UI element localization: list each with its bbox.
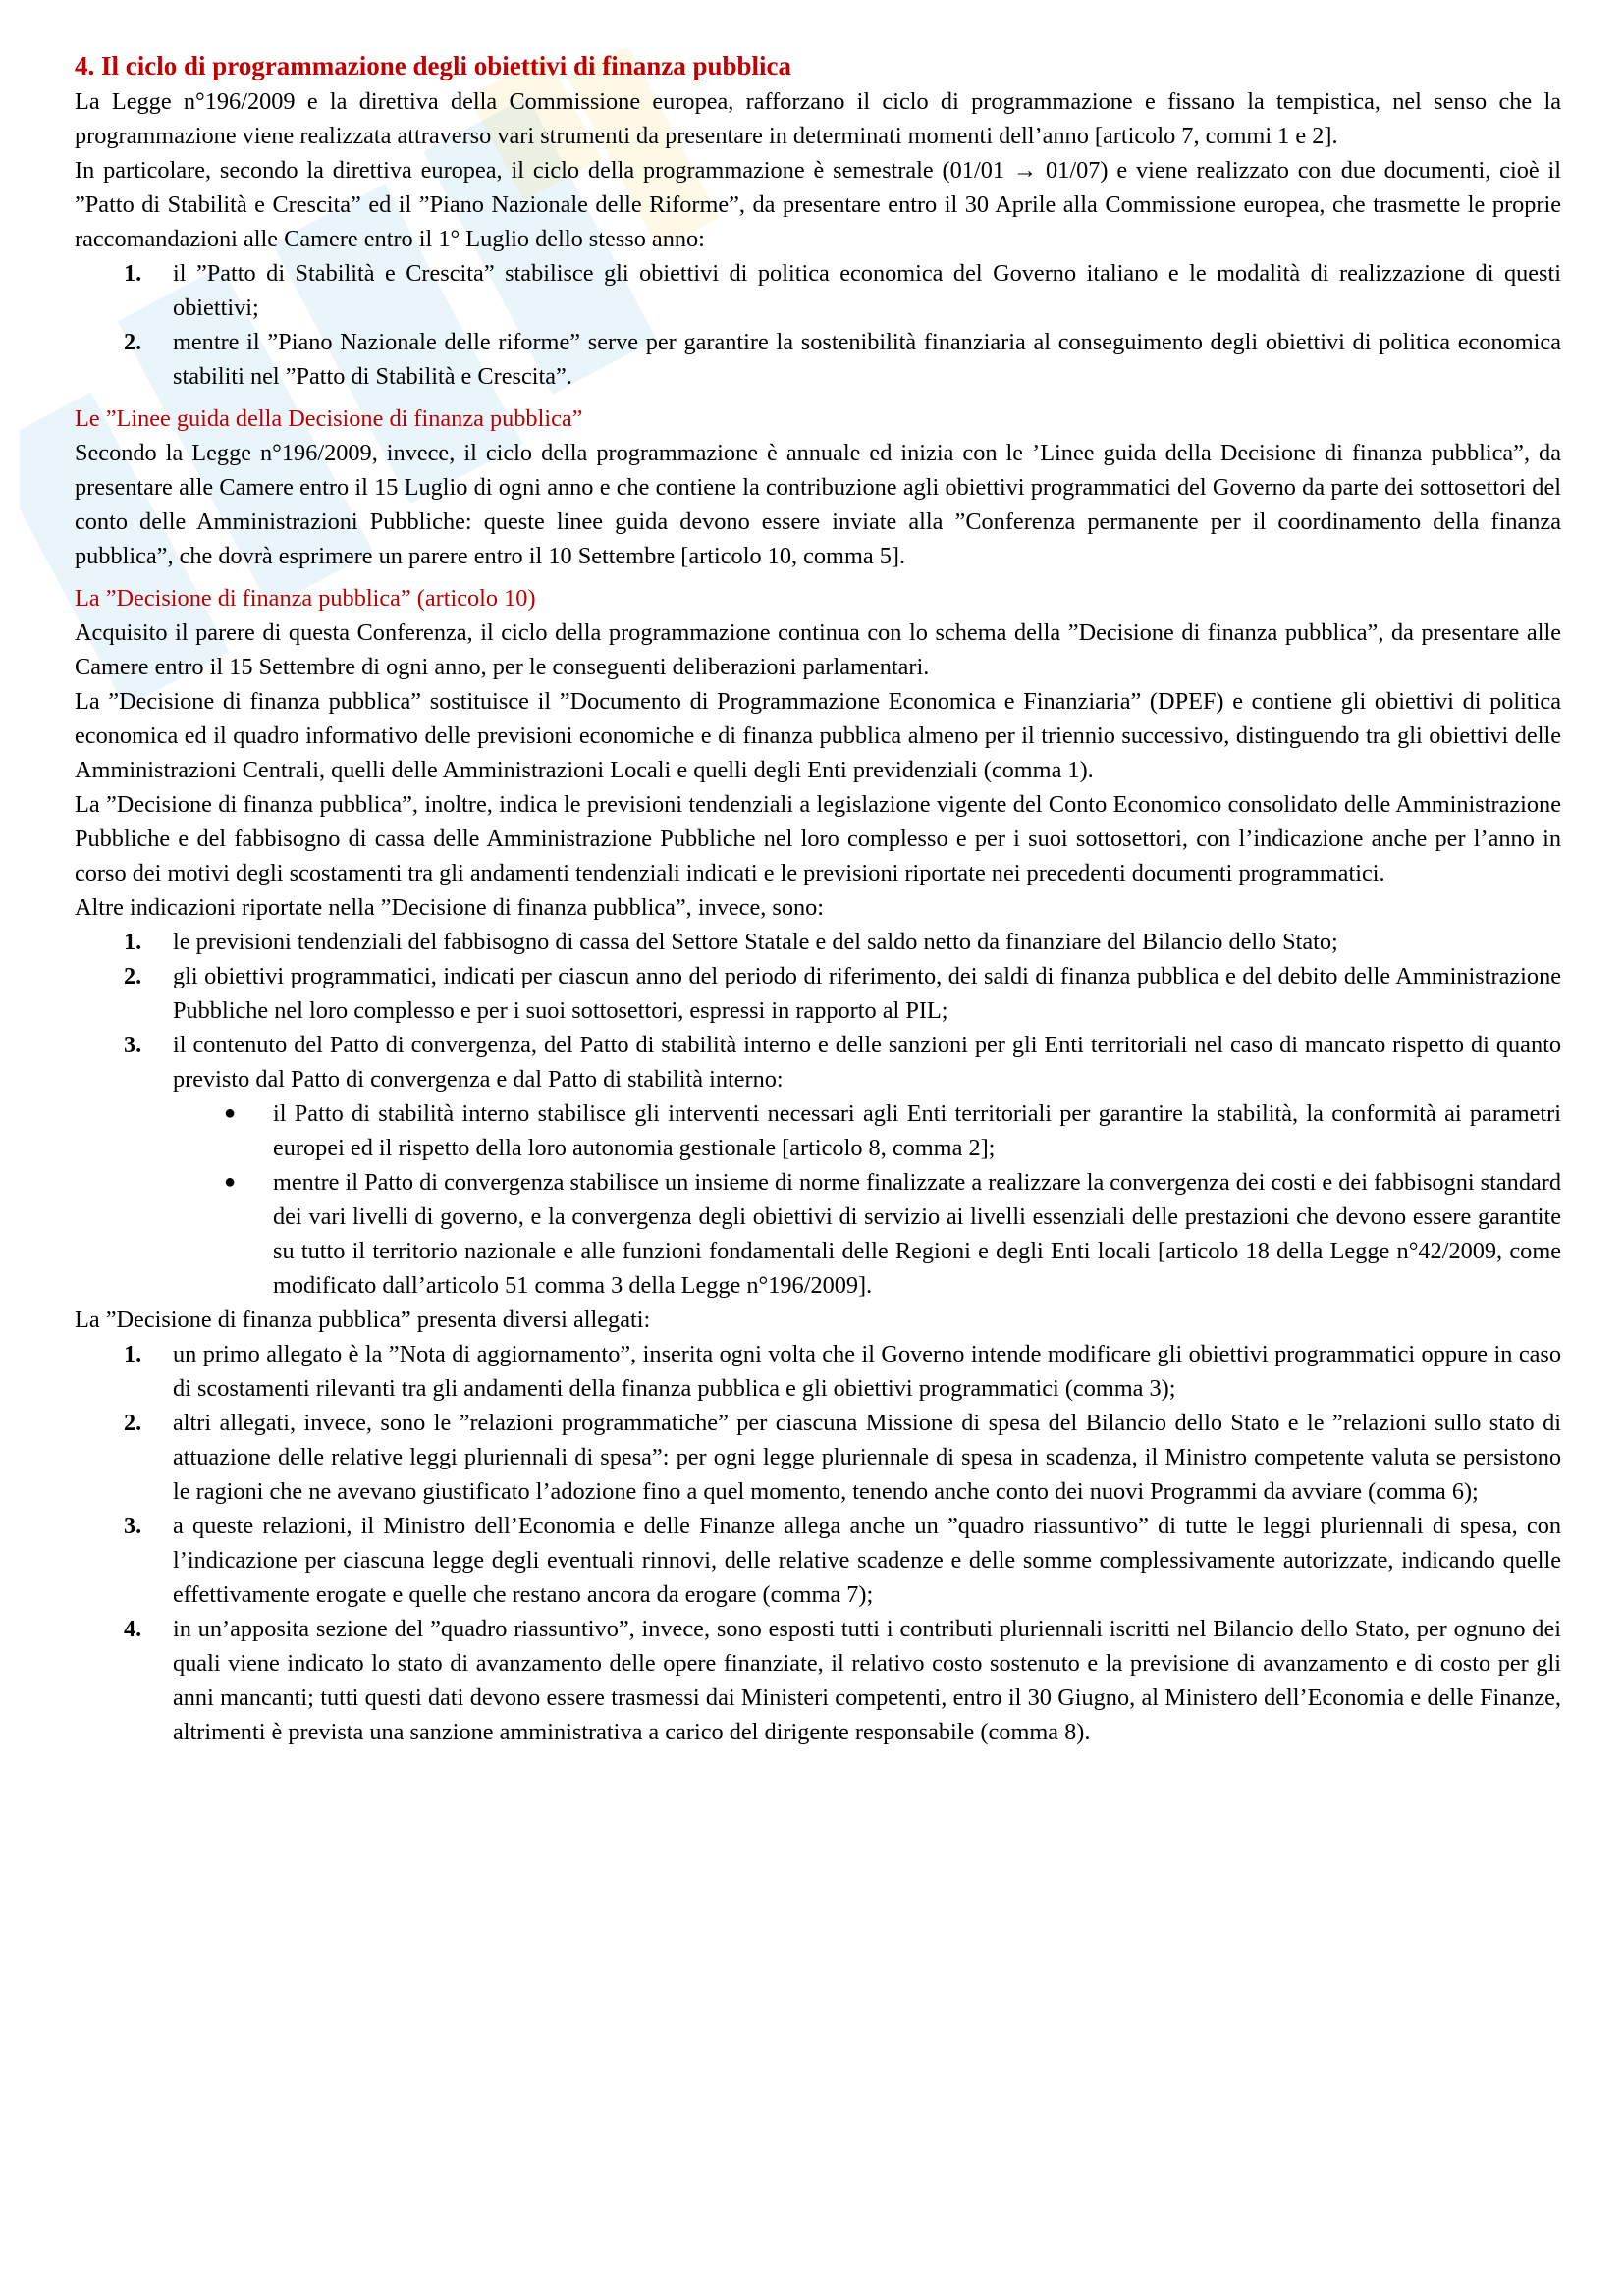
- list-number: 2.: [124, 1410, 142, 1436]
- bullet-item-text: il Patto di stabilità interno stabilisce gli interventi necessari agli Enti territoriali per garantire la stabilità, la conformità ai parametri europei ed il rispetto della loro autonomia gestionale [articolo 8, comma 2];: [273, 1100, 1561, 1161]
- list-item: [75, 325, 1561, 394]
- section-paragraph: Acquisito il parere di questa Conferenza, il ciclo della programmazione continua con lo schema della ”Decisione di finanza pubblica”, da presentare alle Camere entro il 15 Settembre di ogni anno, per le conseguenti deliberazioni parlamentari.: [75, 619, 1561, 680]
- section-paragraph: La ”Decisione di finanza pubblica”, inoltre, indica le previsioni tendenziali a legislazione vigente del Conto Economico consolidato delle Amministrazione Pubbliche e del fabbisogno di cassa delle Amministrazione Pubbliche nel loro complesso e per i suoi sottosettori, con l’indicazione anche per l’anno in corso dei motivi degli scostamenti tra gli andamenti tendenziali indicati e le previsioni riportate nei precedenti documenti programmatici.: [75, 791, 1561, 886]
- list-item-text: il ”Patto di Stabilità e Crescita” stabilisce gli obiettivi di politica economica del Governo italiano e le modalità di realizzazione di questi obiettivi;: [173, 260, 1561, 321]
- list-item-text: gli obiettivi programmatici, indicati per ciascun anno del periodo di riferimento, dei saldi di finanza pubblica e del debito delle Amministrazione Pubbliche nel loro complesso e per i suoi sottosettori, espressi in rapporto al PIL;: [173, 963, 1561, 1024]
- list-number: 2.: [124, 963, 142, 989]
- list-number: 3.: [124, 1513, 142, 1539]
- list-item: [75, 1337, 1561, 1406]
- list-item-text: a queste relazioni, il Ministro dell’Economia e delle Finanze allega anche un ”quadro riassuntivo” di tutte le leggi pluriennali di spesa, con l’indicazione per ciascuna legge degli eventuali rinnovi, delle relative scadenze e delle somme complessivamente autorizzate, indicando quelle effettivamente erogate e quelle che restano ancora da erogare (comma 7);: [173, 1513, 1561, 1608]
- list-item: [75, 1406, 1561, 1509]
- section-paragraph: Altre indicazioni riportate nella ”Decisione di finanza pubblica”, invece, sono:: [75, 894, 825, 921]
- indicazioni-numbered-list: [75, 925, 1561, 1096]
- list-item: [75, 1509, 1561, 1612]
- list-item-text: un primo allegato è la ”Nota di aggiornamento”, inserita ogni volta che il Governo intende modificare gli obiettivi programmatici oppure in caso di scostamenti rilevanti tra gli andamenti della finanza pubblica e gli obiettivi programmatici (comma 3);: [173, 1341, 1561, 1402]
- allegati-intro: La ”Decisione di finanza pubblica” presenta diversi allegati:: [75, 1307, 651, 1333]
- section-heading-linee-guida: Le ”Linee guida della Decisione di finanza pubblica”: [75, 405, 583, 432]
- intro-numbered-list: [75, 256, 1561, 394]
- section-heading-decisione: La ”Decisione di finanza pubblica” (articolo 10): [75, 585, 536, 612]
- list-item: [75, 925, 1561, 959]
- bullet-icon: ●: [224, 1102, 237, 1124]
- list-item: [75, 1612, 1561, 1749]
- patto-bullet-list: [75, 1096, 1561, 1303]
- list-number: 3.: [124, 1032, 142, 1058]
- intro-paragraph: In particolare, secondo la direttiva europea, il ciclo della programmazione è semestrale (01/01 → 01/07) e viene realizzato con due documenti, cioè il ”Patto di Stabilità e Crescita” ed il ”Piano Nazionale delle Riforme”, da presentare entro il 30 Aprile alla Commissione europea, che trasmette le proprie raccomandazioni alle Camere entro il 1° Luglio dello stesso anno:: [75, 157, 1561, 252]
- list-item-text: mentre il ”Piano Nazionale delle riforme” serve per garantire la sostenibilità finanziaria al conseguimento degli obiettivi di politica economica stabiliti nel ”Patto di Stabilità e Crescita”.: [173, 329, 1561, 390]
- section-paragraph: La ”Decisione di finanza pubblica” sostituisce il ”Documento di Programmazione Economica e Finanziaria” (DPEF) e contiene gli obiettivi di politica economica ed il quadro informativo delle previsioni economiche e di finanza pubblica almeno per il triennio successivo, distinguendo tra gli obiettivi delle Amministrazioni Centrali, quelli delle Amministrazioni Locali e quelli degli Enti previdenziali (comma 1).: [75, 688, 1561, 783]
- allegati-numbered-list: [75, 1337, 1561, 1749]
- list-number: 2.: [124, 329, 142, 355]
- bullet-icon: ●: [224, 1171, 237, 1193]
- list-item-text: le previsioni tendenziali del fabbisogno di cassa del Settore Statale e del saldo netto da finanziare del Bilancio dello Stato;: [173, 929, 1338, 955]
- section-paragraph: Secondo la Legge n°196/2009, invece, il ciclo della programmazione è annuale ed inizia con le ’Linee guida della Decisione di finanza pubblica”, da presentare alle Camere entro il 15 Luglio di ogni anno e che contiene la contribuzione agli obiettivi programmatici del Governo da parte dei sottosettori del conto delle Amministrazioni Pubbliche: queste linee guida devono essere inviate alla ”Conferenza permanente per il coordinamento della finanza pubblica”, che dovrà esprimere un parere entro il 10 Settembre [articolo 10, comma 5].: [75, 440, 1561, 569]
- list-number: 1.: [124, 260, 142, 287]
- list-number: 4.: [124, 1616, 142, 1642]
- list-number: 1.: [124, 929, 142, 955]
- list-item: [75, 1028, 1561, 1096]
- list-item: [75, 256, 1561, 325]
- chapter-title: 4. Il ciclo di programmazione degli obiettivi di finanza pubblica: [75, 51, 792, 80]
- document-page: [75, 47, 1561, 1749]
- bullet-item: [75, 1096, 1561, 1165]
- bullet-item: [75, 1165, 1561, 1303]
- list-item-text: il contenuto del Patto di convergenza, del Patto di stabilità interno e delle sanzioni per gli Enti territoriali nel caso di mancato rispetto di quanto previsto dal Patto di convergenza e dal Patto di stabilità interno:: [173, 1032, 1561, 1093]
- list-number: 1.: [124, 1341, 142, 1367]
- list-item-text: in un’apposita sezione del ”quadro riassuntivo”, invece, sono esposti tutti i contributi pluriennali iscritti nel Bilancio dello Stato, per ognuno dei quali viene indicato lo stato di avanzamento delle opere finanziate, il relativo costo sostenuto e la previsione di avanzamento e di costo per gli anni mancanti; tutti questi dati devono essere trasmessi dai Ministeri competenti, entro il 30 Giugno, al Ministero dell’Economia e delle Finanze, altrimenti è prevista una sanzione amministrativa a carico del dirigente responsabile (comma 8).: [173, 1616, 1561, 1745]
- intro-paragraph: La Legge n°196/2009 e la direttiva della Commissione europea, rafforzano il ciclo di programmazione e fissano la tempistica, nel senso che la programmazione viene realizzata attraverso vari strumenti da presentare in determinati momenti dell’anno [articolo 7, commi 1 e 2].: [75, 88, 1561, 149]
- list-item-text: altri allegati, invece, sono le ”relazioni programmatiche” per ciascuna Missione di spesa del Bilancio dello Stato e le ”relazioni sullo stato di attuazione delle relative leggi pluriennali di spesa”: per ogni legge pluriennale di spesa in scadenza, il Ministro competente valuta se persistono le ragioni che ne avevano giustificato l’adozione fino a quel momento, tenendo anche conto dei nuovi Programmi da avviare (comma 6);: [173, 1410, 1561, 1505]
- bullet-item-text: mentre il Patto di convergenza stabilisce un insieme di norme finalizzate a realizzare la convergenza dei costi e dei fabbisogni standard dei vari livelli di governo, e la convergenza degli obiettivi di servizio ai livelli essenziali delle prestazioni che devono essere garantite su tutto il territorio nazionale e alle funzioni fondamentali delle Regioni e degli Enti locali [articolo 18 della Legge n°42/2009, come modificato dall’articolo 51 comma 3 della Legge n°196/2009].: [273, 1169, 1561, 1299]
- list-item: [75, 959, 1561, 1028]
